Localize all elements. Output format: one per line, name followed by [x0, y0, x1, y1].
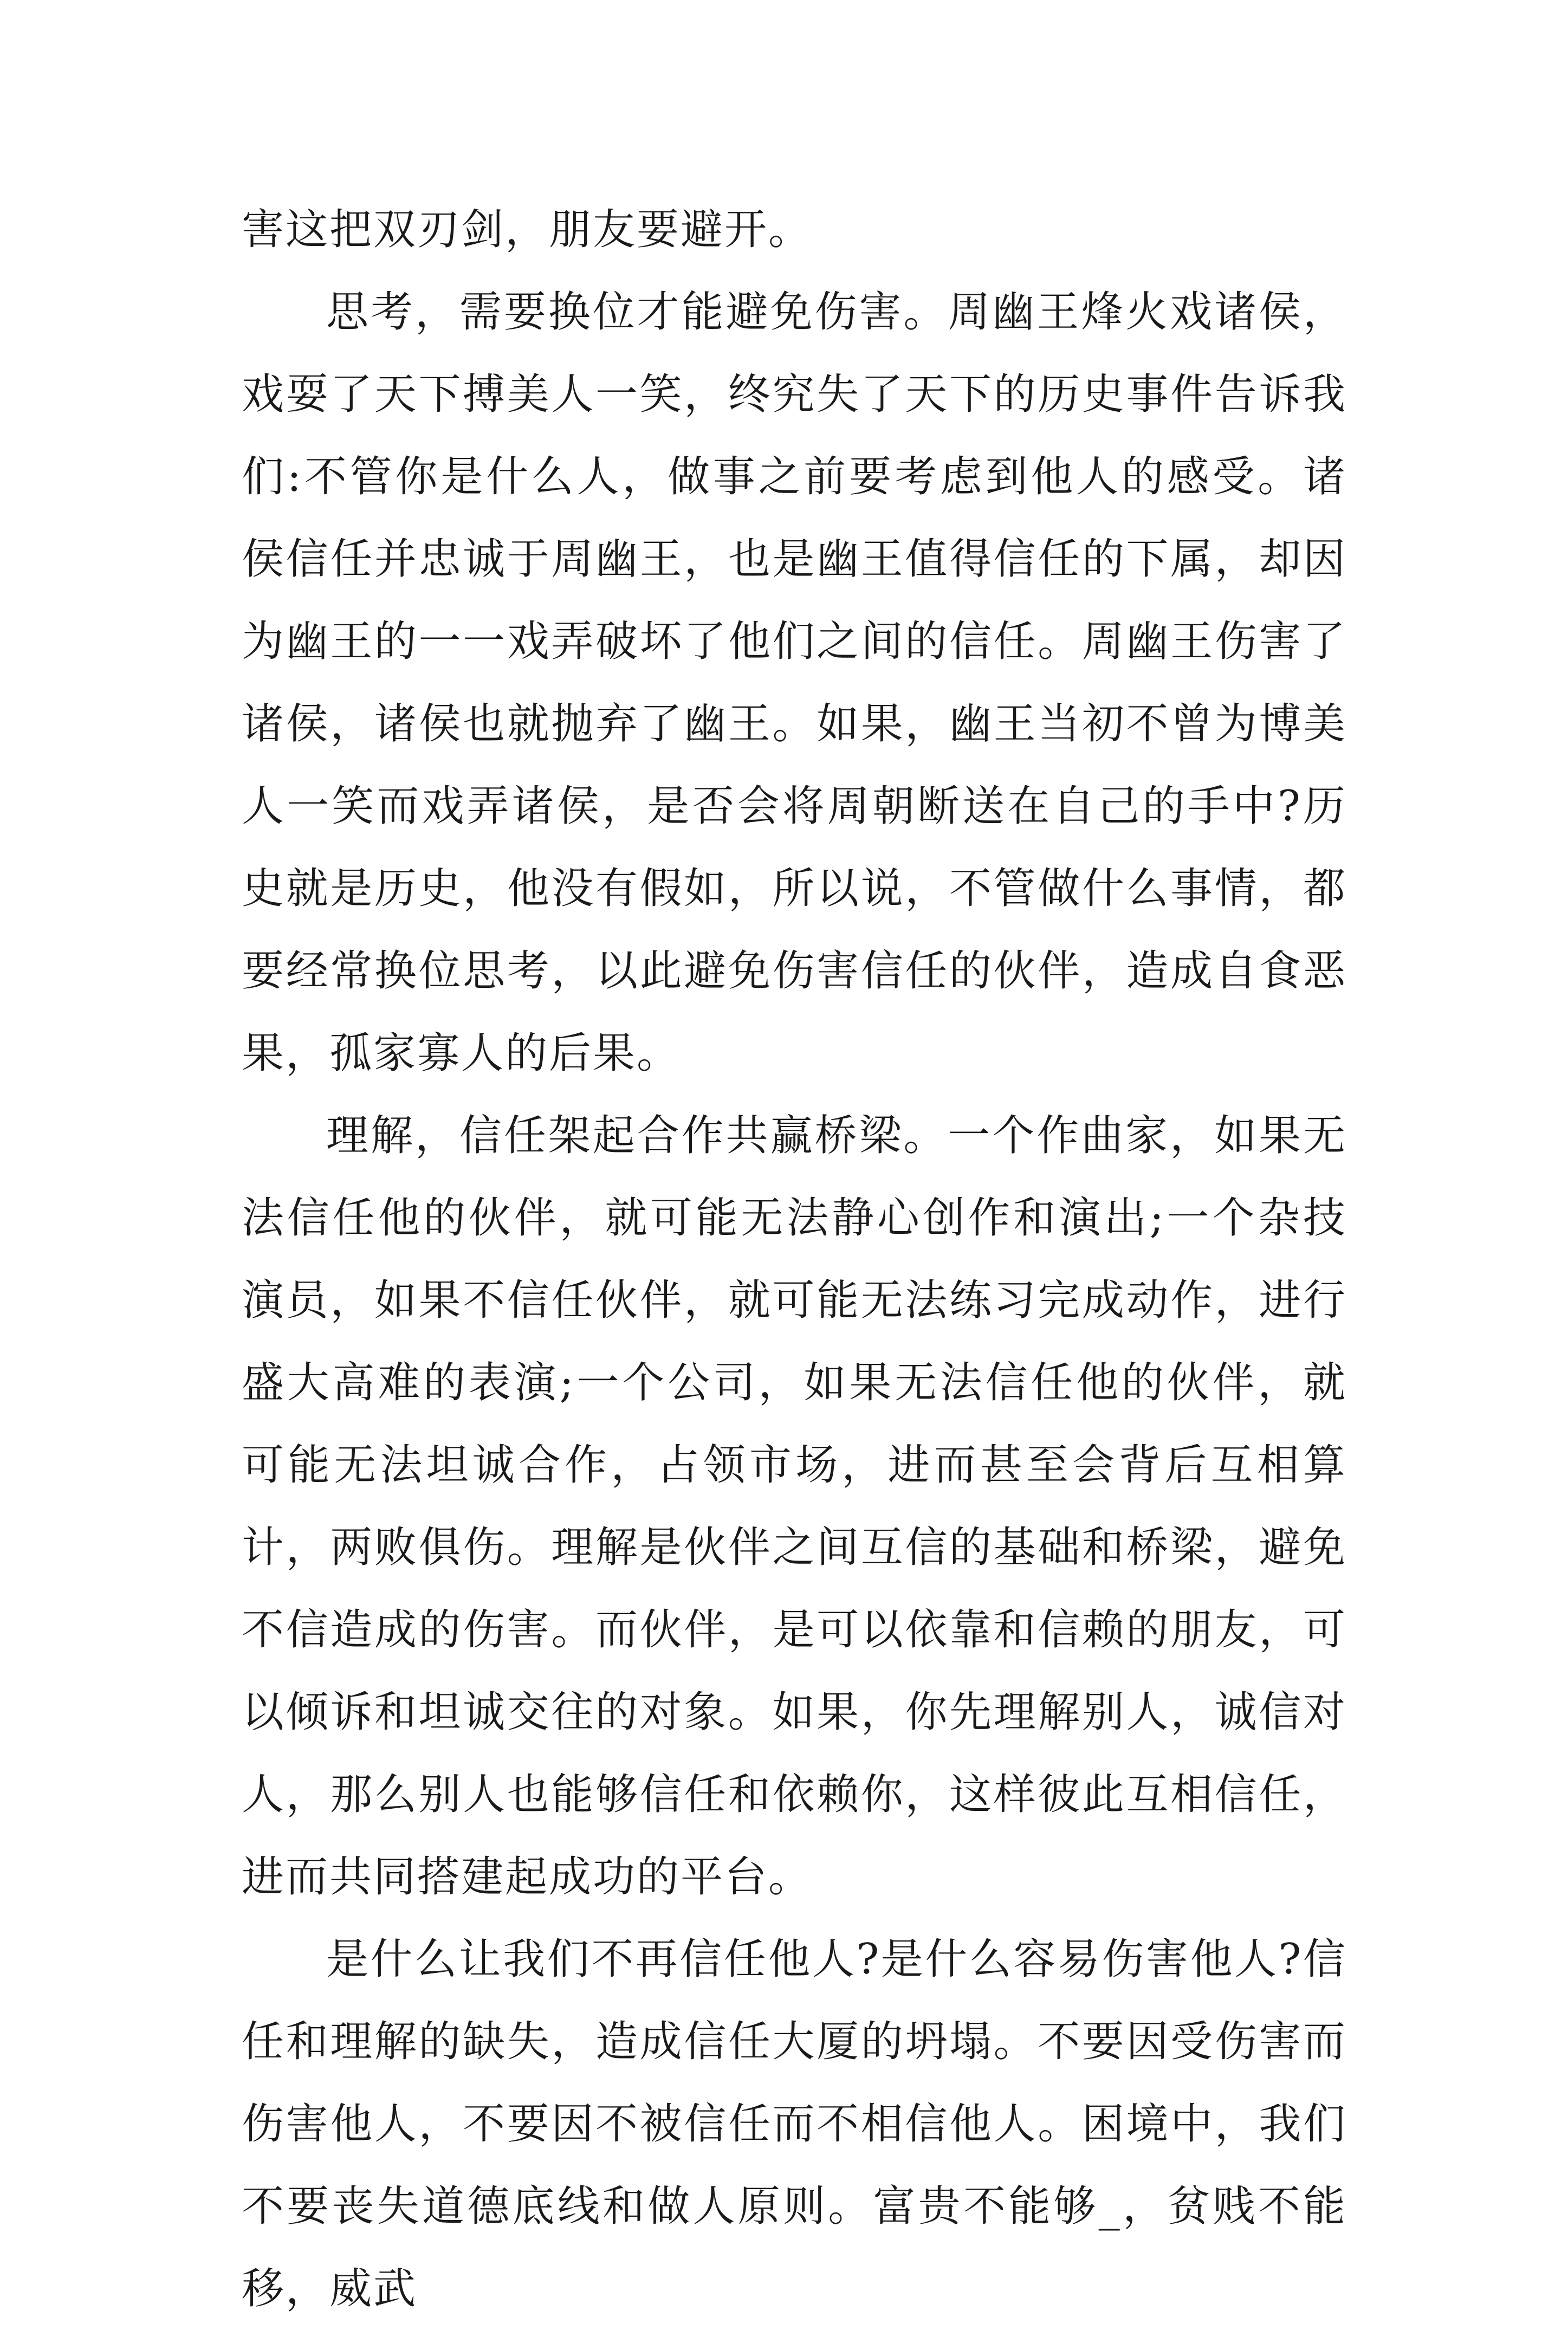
paragraph-loss-of-trust: 是什么让我们不再信任他人?是什么容易伤害他人?信任和理解的缺失，造成信任大厦的坍塌。不要因受伤害而伤害他人，不要因不被信任而不相信他人。困境中，我们不要丧失道德底线和做人原则。富贵不能够_，贫贱不能移，威武 — [242, 1935, 1347, 2313]
paragraph-understanding-trust: 理解，信任架起合作共赢桥梁。一个作曲家，如果无法信任他的伙伴，就可能无法静心创作和演出;一个杂技演员，如果不信任伙伴，就可能无法练习完成动作，进行盛大高难的表演;一个公司，如果无法信任他的伙伴，就可能无法坦诚合作，占领市场，进而甚至会背后互相算计，两败俱伤。理解是伙伴之间互信的基础和桥梁，避免不信造成的伤害。而伙伴，是可以依靠和信赖的朋友，可以倾诉和坦诚交往的对象。如果，你先理解别人，诚信对人，那么别人也能够信任和依赖你，这样彼此互相信任，进而共同搭建起成功的平台。 — [242, 1111, 1347, 1901]
body-text — [242, 189, 1347, 2330]
paragraph-perspective-taking: 思考，需要换位才能避免伤害。周幽王烽火戏诸侯，戏耍了天下搏美人一笑，终究失了天下的历史事件告诉我们:不管你是什么人，做事之前要考虑到他人的感受。诸侯信任并忠诚于周幽王，也是幽王值得信任的下属，却因为幽王的一一戏弄破坏了他们之间的信任。周幽王伤害了诸侯，诸侯也就抛弃了幽王。如果，幽王当初不曾为博美人一笑而戏弄诸侯，是否会将周朝断送在自己的手中?历史就是历史，他没有假如，所以说，不管做什么事情，都要经常换位思考，以此避免伤害信任的伙伴，造成自食恶果，孤家寡人的后果。 — [242, 288, 1347, 1078]
paragraph-continuation: 害这把双刃剑，朋友要避开。 — [242, 205, 813, 254]
